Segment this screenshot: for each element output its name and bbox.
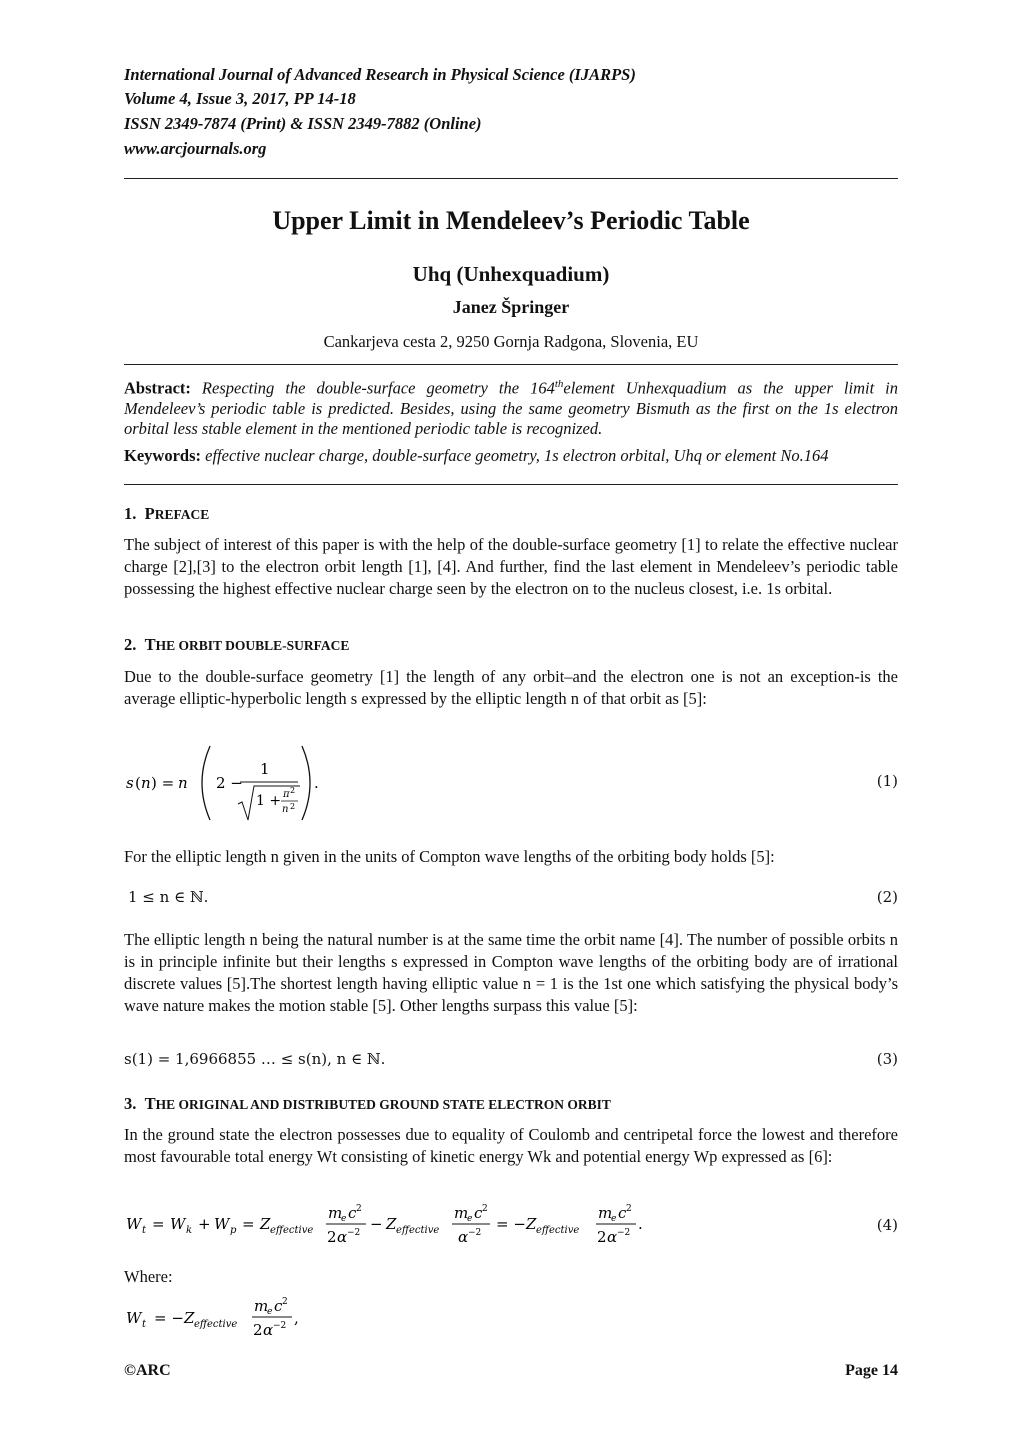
svg-text:Z: Z (184, 1309, 195, 1327)
section-rest: HE ORIGINAL AND DISTRIBUTED GROUND STATE ELECTRON ORBIT (155, 1097, 611, 1112)
svg-text:W: W (214, 1215, 230, 1233)
where-label: Where: (124, 1267, 173, 1286)
svg-text:2: 2 (253, 1321, 263, 1339)
svg-text:n: n (178, 774, 188, 792)
section-rest: HE ORBIT DOUBLE-SURFACE (155, 638, 350, 653)
svg-text:−2: −2 (273, 1321, 287, 1331)
section-initial: P (144, 504, 155, 523)
svg-text:α: α (458, 1228, 469, 1246)
equation-number: (1) (876, 772, 898, 790)
svg-text:s: s (126, 774, 134, 792)
svg-text:e: e (611, 1214, 617, 1224)
svg-text:n: n (282, 804, 289, 815)
section-initial: T (144, 1094, 156, 1113)
equation-where (124, 1294, 898, 1342)
paragraph-ground-state: In the ground state the electron possesses due to equality of Coulomb and centripetal force the lowest and therefore most favourable total energy Wt consisting of kinetic energy Wk and potential energy Wp expressed as [6]: (124, 1125, 898, 1166)
svg-text:p: p (230, 1225, 237, 1236)
svg-text:c: c (274, 1297, 283, 1315)
keywords-label: Keywords: (124, 446, 201, 465)
equation-2 (124, 888, 898, 906)
svg-text:+: + (198, 1215, 211, 1233)
svg-text:α: α (263, 1321, 274, 1339)
svg-text:−2: −2 (347, 1228, 361, 1238)
journal-name: International Journal of Advanced Research in Physical Science (IJARPS) (124, 65, 636, 84)
section-heading-2 (124, 635, 349, 655)
svg-text:2: 2 (290, 786, 296, 795)
svg-text:2: 2 (290, 802, 296, 811)
equation-number: (2) (876, 888, 898, 906)
svg-text:k: k (186, 1225, 193, 1236)
svg-text:−2: −2 (468, 1228, 482, 1238)
section-number: 2. (124, 635, 137, 654)
footer-page-number: Page 14 (845, 1362, 898, 1379)
svg-text:m: m (598, 1204, 613, 1222)
paragraph-orbit-name: The elliptic length n being the natural number is at the same time the orbit name [4]. The number of possible orbits n is in principle infinite but their lengths s expressed in Compton wave lengths of the orbiting body are of irrational discrete values [5].The shortest length having elliptic value n = 1 is the 1st one which satisfying the physical body’s wave nature makes the motion stable [5]. Other lengths surpass this value [5]: (124, 930, 898, 1015)
abstract-divider (124, 484, 898, 485)
abstract-text-a: Respecting the double-surface geometry the 164 (201, 378, 555, 398)
svg-text:effective: effective (194, 1319, 238, 1330)
svg-text:α: α (337, 1228, 348, 1246)
section-initial: T (144, 635, 156, 654)
journal-volume: Volume 4, Issue 3, 2017, PP 14-18 (124, 89, 356, 108)
title-divider (124, 364, 898, 365)
svg-text:t: t (142, 1319, 147, 1330)
svg-text:Z: Z (260, 1215, 271, 1233)
abstract-text-b: element Unhexquadium as the upper limit in Mendeleev’s periodic table is predicted. Besides, using the same geometry Bismuth as the first on the 1s electron orbital less stable element in the mentioned periodic table is recognized. (124, 378, 899, 438)
svg-text:e: e (467, 1214, 473, 1224)
svg-text:e: e (267, 1307, 273, 1317)
svg-text:2: 2 (356, 1204, 362, 1214)
svg-text:Z: Z (386, 1215, 397, 1233)
svg-text:m: m (328, 1204, 343, 1222)
svg-text:W: W (126, 1309, 142, 1327)
equation-where-formula (124, 1294, 324, 1342)
section-number: 1. (124, 504, 137, 523)
keywords (124, 445, 898, 467)
svg-text:2 −: 2 − (216, 774, 243, 792)
footer-copyright: ©ARC (124, 1362, 171, 1379)
equation-1-formula (124, 742, 344, 824)
svg-text:=: = (242, 1215, 255, 1233)
equation-3 (124, 1050, 898, 1068)
svg-text:= −: = − (154, 1309, 184, 1327)
svg-text:.: . (314, 774, 319, 792)
abstract-label: Abstract: (124, 378, 191, 398)
svg-text:−: − (370, 1215, 383, 1233)
svg-text:m: m (454, 1204, 469, 1222)
section-number: 3. (124, 1094, 137, 1113)
svg-text:.: . (638, 1215, 643, 1233)
svg-text:,: , (294, 1309, 299, 1327)
paper-page (124, 0, 898, 1442)
svg-text:1 +: 1 + (256, 793, 282, 809)
svg-text:α: α (607, 1228, 618, 1246)
svg-text:effective: effective (536, 1225, 580, 1236)
svg-text:effective: effective (270, 1225, 314, 1236)
svg-text:2: 2 (626, 1204, 632, 1214)
svg-text:=: = (152, 1215, 165, 1233)
section-rest: REFACE (154, 507, 210, 522)
svg-text:2: 2 (482, 1204, 488, 1214)
svg-text:n: n (141, 774, 151, 792)
svg-text:t: t (142, 1225, 147, 1236)
svg-text:c: c (348, 1204, 357, 1222)
svg-text:1: 1 (260, 760, 270, 778)
author-name: Janez Špringer (452, 297, 570, 317)
svg-text:2: 2 (597, 1228, 607, 1246)
abstract (124, 374, 898, 439)
equation-4 (124, 1198, 898, 1250)
svg-text:2: 2 (282, 1297, 288, 1307)
journal-website[interactable]: www.arcjournals.org (124, 139, 267, 158)
equation-2-formula: 1 ≤ n ∈ ℕ. (128, 888, 209, 906)
svg-text:W: W (126, 1215, 142, 1233)
svg-text:π: π (283, 789, 290, 800)
paragraph-orbit: Due to the double-surface geometry [1] the length of any orbit–and the electron one is not an exception-is the average elliptic-hyperbolic length s expressed by the elliptic length n of that orbit as [5]: (124, 667, 898, 708)
paragraph-elliptic-length: For the elliptic length n given in the units of Compton wave lengths of the orbiting body holds [5]: (124, 847, 775, 866)
svg-text:W: W (170, 1215, 186, 1233)
equation-4-formula (124, 1198, 684, 1250)
svg-text:m: m (254, 1297, 269, 1315)
author-affiliation: Cankarjeva cesta 2, 9250 Gornja Radgona, Slovenia, EU (323, 332, 699, 351)
paper-subtitle: Uhq (Unhexquadium) (412, 262, 610, 286)
svg-text:effective: effective (396, 1225, 440, 1236)
svg-text:e: e (341, 1214, 347, 1224)
paper-title: Upper Limit in Mendeleev’s Periodic Table (272, 206, 750, 235)
keywords-text: effective nuclear charge, double-surface geometry, 1s electron orbital, Uhq or element No.164 (205, 446, 829, 465)
equation-number: (3) (876, 1050, 898, 1068)
equation-3-formula: s(1) = 1,6966855 … ≤ s(n), n ∈ ℕ. (124, 1050, 386, 1068)
equation-1 (124, 742, 898, 824)
header-divider (124, 178, 898, 179)
svg-text:c: c (618, 1204, 627, 1222)
journal-issn: ISSN 2349-7874 (Print) & ISSN 2349-7882 (Online) (124, 114, 482, 133)
svg-text:−2: −2 (617, 1228, 631, 1238)
section-heading-1 (124, 504, 209, 524)
paragraph-preface: The subject of interest of this paper is with the help of the double-surface geometry [1] to relate the effective nuclear charge [2],[3] to the electron orbit length [1], [4]. And further, find the last element in Mendeleev’s periodic table possessing the highest effective nuclear charge seen by the electron on to the nucleus closest, i.e. 1s orbital. (124, 535, 898, 598)
equation-number: (4) (876, 1216, 898, 1234)
svg-text:= −: = − (496, 1215, 526, 1233)
svg-text:Z: Z (526, 1215, 537, 1233)
page-footer (124, 1362, 898, 1380)
svg-text:2: 2 (327, 1228, 337, 1246)
svg-text:) =: ) = (151, 774, 175, 792)
svg-text:(: ( (135, 774, 141, 792)
section-heading-3 (124, 1094, 611, 1114)
abstract-sup: th (554, 378, 564, 390)
svg-text:c: c (474, 1204, 483, 1222)
